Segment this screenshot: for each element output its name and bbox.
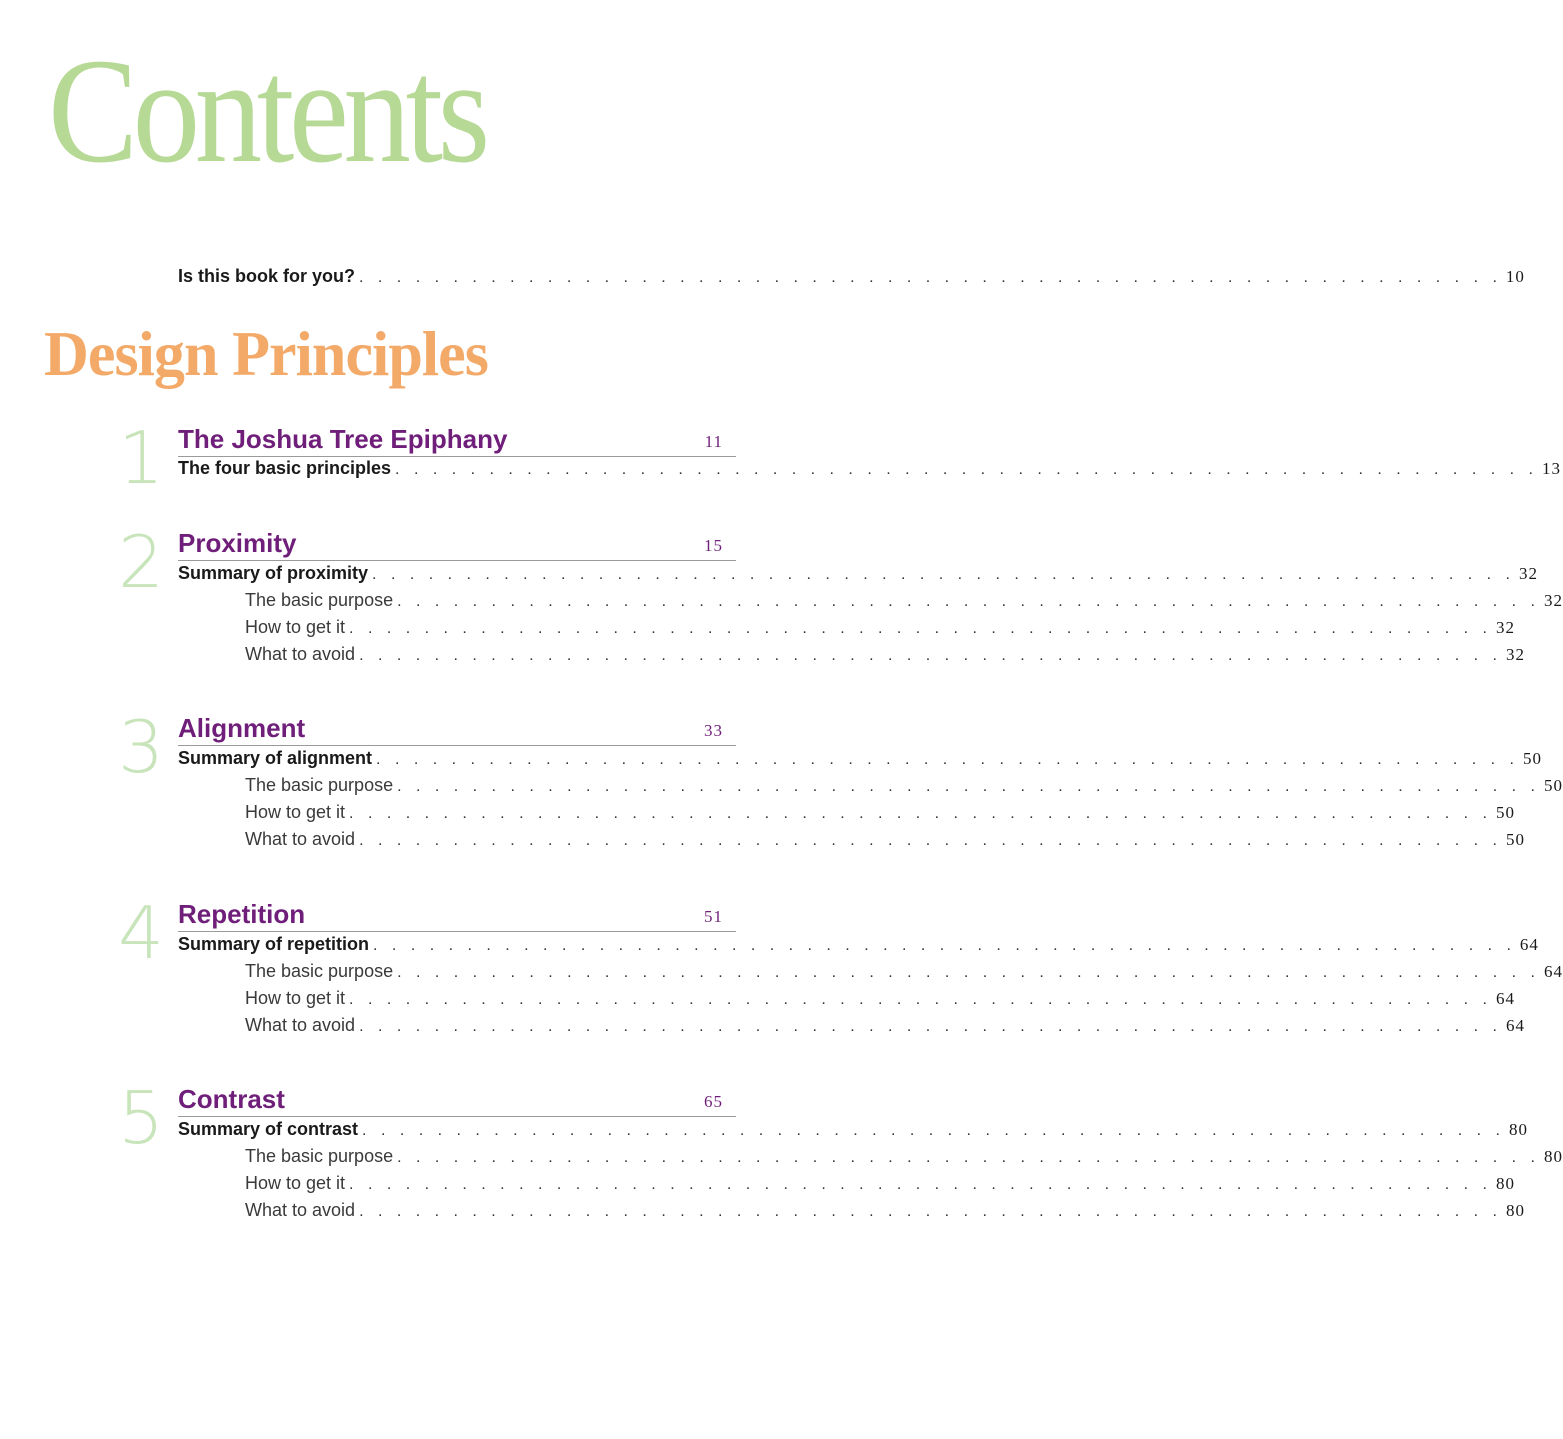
toc-entry-page: 32 <box>1495 618 1515 637</box>
chapter-5 <box>0 1076 1563 1260</box>
toc-entry-summary[interactable] <box>178 748 1542 770</box>
dot-leader: . . . . . . . . . . . . . . . . . . . . . . . . . . . . . . . . . . . . . . . . . . . . . . . . . . . . . . . . . . . . . <box>349 805 1492 822</box>
dot-leader: . . . . . . . . . . . . . . . . . . . . . . . . . . . . . . . . . . . . . . . . . . . . . . . . . . . . . . . . . . . . . <box>349 1176 1492 1193</box>
toc-entry-page: 80 <box>1543 1147 1563 1166</box>
chapter-number: 5 <box>118 1076 164 1160</box>
toc-entry-label: How to get it <box>245 617 346 637</box>
toc-entry-summary[interactable] <box>178 458 1561 480</box>
dot-leader: . . . . . . . . . . . . . . . . . . . . . . . . . . . . . . . . . . . . . . . . . . . . . . . . . . . . . . . . . . . . . <box>376 751 1519 768</box>
chapter-page: 33 <box>704 721 723 740</box>
toc-entry-label: How to get it <box>245 988 346 1008</box>
toc-entry-label: What to avoid <box>245 829 356 849</box>
toc-entry-label: The basic purpose <box>245 775 394 795</box>
toc-entry-label: The basic purpose <box>245 590 394 610</box>
toc-entry-page: 50 <box>1543 776 1563 795</box>
dot-leader: . . . . . . . . . . . . . . . . . . . . . . . . . . . . . . . . . . . . . . . . . . . . . . . . . . . . . . . . . . . . . <box>397 1149 1540 1166</box>
chapter-heading[interactable] <box>178 1080 736 1117</box>
dot-leader: . . . . . . . . . . . . . . . . . . . . . . . . . . . . . . . . . . . . . . . . . . . . . . . . . . . . . . . . . . . . . <box>359 1203 1502 1220</box>
toc-entry-sub[interactable] <box>245 988 1515 1010</box>
toc-entry-sub[interactable] <box>245 1015 1525 1037</box>
toc-entry-sub[interactable] <box>245 1173 1515 1195</box>
toc-entry-summary[interactable] <box>178 563 1538 585</box>
toc-entry-sub[interactable] <box>245 775 1563 797</box>
chapter-heading[interactable] <box>178 420 736 457</box>
toc-entry-label: What to avoid <box>245 644 356 664</box>
chapter-heading[interactable] <box>178 709 736 746</box>
toc-entry-sub[interactable] <box>245 961 1563 983</box>
chapter-page: 51 <box>704 907 723 926</box>
toc-entry-sub[interactable] <box>245 1200 1525 1222</box>
chapter-title: Alignment <box>178 713 306 743</box>
toc-entry-label: The basic purpose <box>245 1146 394 1166</box>
dot-leader: . . . . . . . . . . . . . . . . . . . . . . . . . . . . . . . . . . . . . . . . . . . . . . . . . . . . . . . . . . . . . <box>359 269 1502 286</box>
toc-entry-sub[interactable] <box>245 802 1515 824</box>
dot-leader: . . . . . . . . . . . . . . . . . . . . . . . . . . . . . . . . . . . . . . . . . . . . . . . . . . . . . . . . . . . . . <box>349 620 1492 637</box>
toc-entry-page: 80 <box>1495 1174 1515 1193</box>
toc-entry-sub[interactable] <box>245 617 1515 639</box>
chapter-page: 15 <box>704 536 723 555</box>
toc-entry-page: 64 <box>1543 962 1563 981</box>
toc-entry-page: 80 <box>1508 1120 1528 1139</box>
chapter-number: 1 <box>118 416 164 500</box>
toc-entry-page: 64 <box>1519 935 1539 954</box>
chapter-page: 11 <box>704 432 723 451</box>
chapter-number: 2 <box>118 520 164 604</box>
chapter-2 <box>0 520 1563 704</box>
toc-entry-page: 50 <box>1495 803 1515 822</box>
dot-leader: . . . . . . . . . . . . . . . . . . . . . . . . . . . . . . . . . . . . . . . . . . . . . . . . . . . . . . . . . . . . . <box>397 778 1540 795</box>
chapter-heading[interactable] <box>178 895 736 932</box>
toc-entry-page: 32 <box>1505 645 1525 664</box>
chapter-title: Contrast <box>178 1084 285 1114</box>
dot-leader: . . . . . . . . . . . . . . . . . . . . . . . . . . . . . . . . . . . . . . . . . . . . . . . . . . . . . . . . . . . . . <box>372 566 1515 583</box>
toc-entry-label: How to get it <box>245 802 346 822</box>
toc-entry-label: What to avoid <box>245 1200 356 1220</box>
dot-leader: . . . . . . . . . . . . . . . . . . . . . . . . . . . . . . . . . . . . . . . . . . . . . . . . . . . . . . . . . . . . . <box>395 461 1538 478</box>
toc-entry-sub[interactable] <box>245 1146 1563 1168</box>
toc-entry-label: Summary of contrast <box>178 1119 359 1139</box>
toc-entry-page: 10 <box>1505 267 1525 286</box>
toc-entry-intro[interactable] <box>178 266 1525 288</box>
toc-entry-sub[interactable] <box>245 590 1563 612</box>
toc-entry-label: Summary of repetition <box>178 934 370 954</box>
dot-leader: . . . . . . . . . . . . . . . . . . . . . . . . . . . . . . . . . . . . . . . . . . . . . . . . . . . . . . . . . . . . . <box>397 593 1540 610</box>
toc-entry-label: Summary of proximity <box>178 563 369 583</box>
toc-entry-page: 80 <box>1505 1201 1525 1220</box>
toc-entry-page: 50 <box>1505 830 1525 849</box>
toc-entry-label: What to avoid <box>245 1015 356 1035</box>
dot-leader: . . . . . . . . . . . . . . . . . . . . . . . . . . . . . . . . . . . . . . . . . . . . . . . . . . . . . . . . . . . . . <box>349 991 1492 1008</box>
toc-entry-label: The basic purpose <box>245 961 394 981</box>
dot-leader: . . . . . . . . . . . . . . . . . . . . . . . . . . . . . . . . . . . . . . . . . . . . . . . . . . . . . . . . . . . . . <box>359 1018 1502 1035</box>
dot-leader: . . . . . . . . . . . . . . . . . . . . . . . . . . . . . . . . . . . . . . . . . . . . . . . . . . . . . . . . . . . . . <box>362 1122 1505 1139</box>
toc-entry-page: 13 <box>1541 459 1561 478</box>
chapter-title: The Joshua Tree Epiphany <box>178 424 508 454</box>
section-title: Design Principles <box>44 318 488 389</box>
chapter-4 <box>0 891 1563 1075</box>
toc-entry-label: Is this book for you? <box>178 266 356 286</box>
chapter-page: 65 <box>704 1092 723 1111</box>
dot-leader: . . . . . . . . . . . . . . . . . . . . . . . . . . . . . . . . . . . . . . . . . . . . . . . . . . . . . . . . . . . . . <box>359 832 1502 849</box>
chapter-3 <box>0 705 1563 889</box>
toc-entry-label: The four basic principles <box>178 458 392 478</box>
toc-entry-page: 32 <box>1543 591 1563 610</box>
toc-entry-label: How to get it <box>245 1173 346 1193</box>
toc-entry-summary[interactable] <box>178 1119 1528 1141</box>
chapter-heading[interactable] <box>178 524 736 561</box>
chapter-title: Repetition <box>178 899 306 929</box>
toc-entry-page: 50 <box>1522 749 1542 768</box>
toc-entry-page: 32 <box>1518 564 1538 583</box>
toc-entry-sub[interactable] <box>245 829 1525 851</box>
toc-entry-sub[interactable] <box>245 644 1525 666</box>
contents-title: Contents <box>48 28 485 194</box>
chapter-number: 3 <box>118 705 164 789</box>
toc-entry-page: 64 <box>1505 1016 1525 1035</box>
toc-entry-label: Summary of alignment <box>178 748 373 768</box>
dot-leader: . . . . . . . . . . . . . . . . . . . . . . . . . . . . . . . . . . . . . . . . . . . . . . . . . . . . . . . . . . . . . <box>373 937 1516 954</box>
dot-leader: . . . . . . . . . . . . . . . . . . . . . . . . . . . . . . . . . . . . . . . . . . . . . . . . . . . . . . . . . . . . . <box>359 647 1502 664</box>
chapter-title: Proximity <box>178 528 297 558</box>
chapter-number: 4 <box>118 891 164 975</box>
toc-entry-page: 64 <box>1495 989 1515 1008</box>
toc-entry-summary[interactable] <box>178 934 1539 956</box>
dot-leader: . . . . . . . . . . . . . . . . . . . . . . . . . . . . . . . . . . . . . . . . . . . . . . . . . . . . . . . . . . . . . <box>397 964 1540 981</box>
